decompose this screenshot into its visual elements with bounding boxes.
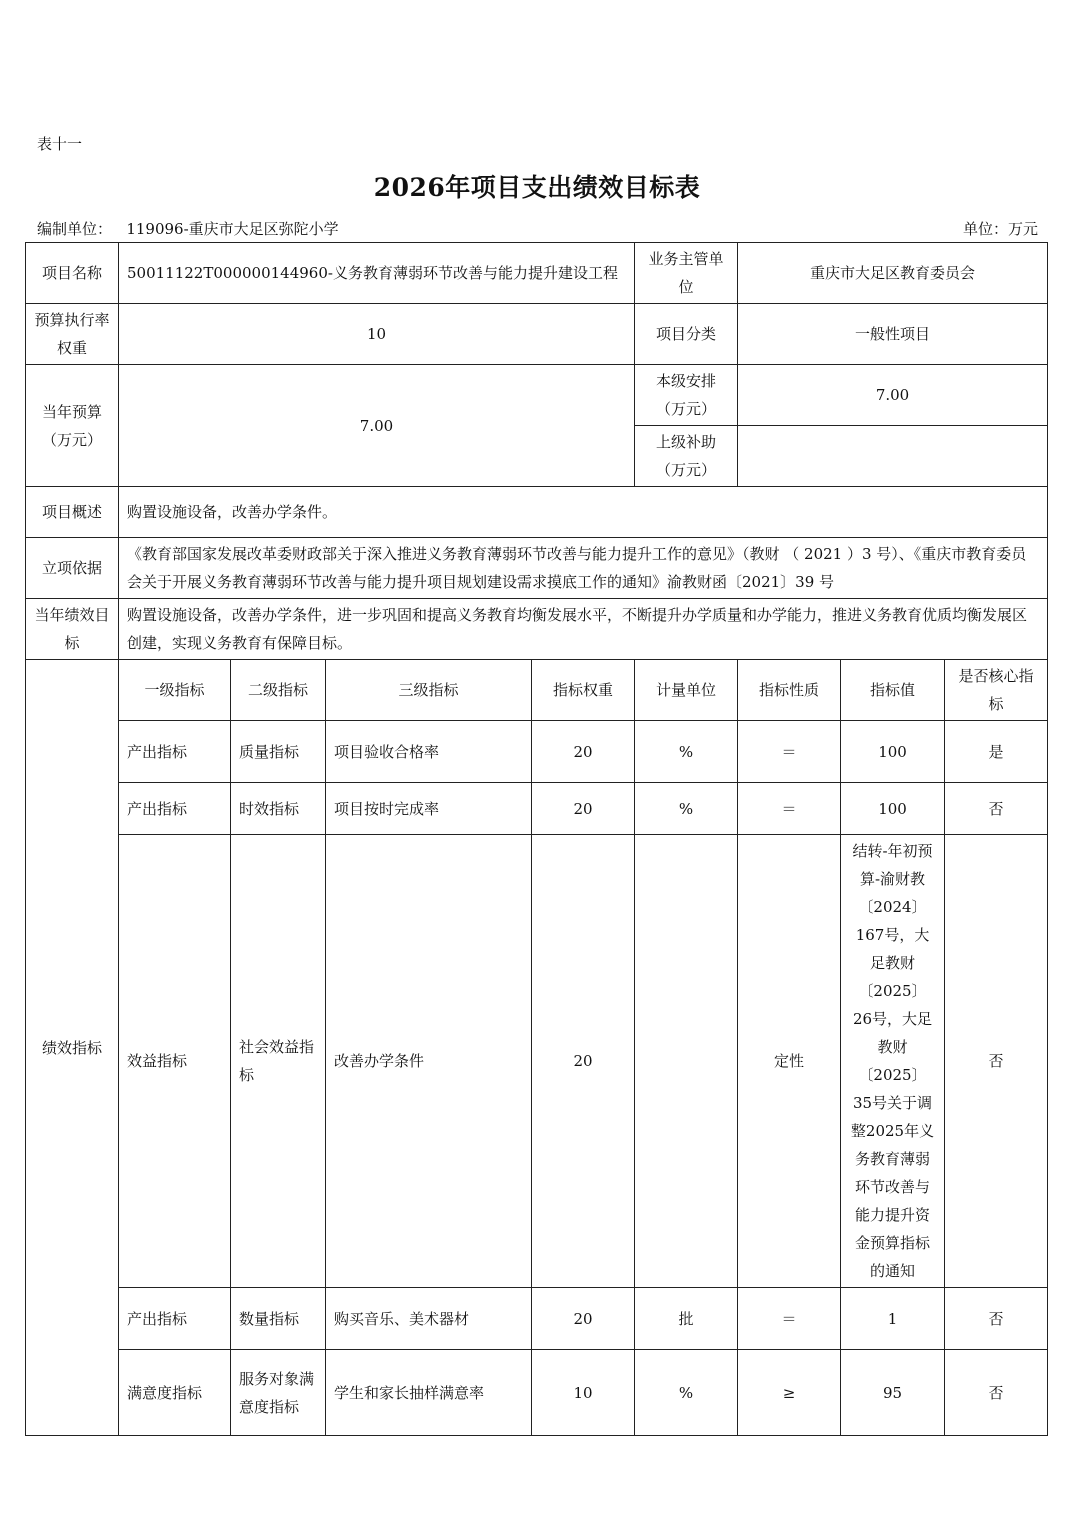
cell-level1: 效益指标 <box>119 835 231 1288</box>
cell-core: 否 <box>945 1350 1048 1436</box>
basis-row <box>26 538 1048 599</box>
local-label: 本级安排（万元） <box>635 365 738 426</box>
cell-level3: 项目验收合格率 <box>326 721 532 783</box>
upper-value <box>738 426 1048 487</box>
cell-weight: 20 <box>532 783 635 835</box>
cell-level3: 项目按时完成率 <box>326 783 532 835</box>
header-unit: 计量单位 <box>635 660 738 721</box>
overview-value: 购置设施设备，改善办学条件。 <box>119 487 1048 538</box>
basis-label: 立项依据 <box>26 538 119 599</box>
indicator-row <box>26 1350 1048 1436</box>
indicator-row <box>26 721 1048 783</box>
cell-weight: 20 <box>532 835 635 1288</box>
cell-nature: ＝ <box>738 783 841 835</box>
cell-weight: 20 <box>532 1288 635 1350</box>
cell-weight: 20 <box>532 721 635 783</box>
goal-row <box>26 599 1048 660</box>
header-weight: 指标权重 <box>532 660 635 721</box>
budget-value: 7.00 <box>119 365 635 487</box>
org-label: 编制单位： <box>37 220 113 238</box>
category-label: 项目分类 <box>635 304 738 365</box>
cell-level3: 购买音乐、美术器材 <box>326 1288 532 1350</box>
exec-weight-row <box>26 304 1048 365</box>
upper-label: 上级补助（万元） <box>635 426 738 487</box>
cell-unit: 批 <box>635 1288 738 1350</box>
goal-value: 购置设施设备，改善办学条件，进一步巩固和提高义务教育均衡发展水平，不断提升办学质量和办学能力，推进义务教育优质均衡发展区创建，实现义务教育有保障目标。 <box>119 599 1048 660</box>
cell-level2: 时效指标 <box>231 783 326 835</box>
goal-label: 当年绩效目标 <box>26 599 119 660</box>
local-value: 7.00 <box>738 365 1048 426</box>
cell-nature: ＝ <box>738 721 841 783</box>
cell-weight: 10 <box>532 1350 635 1436</box>
performance-table <box>25 242 1048 1436</box>
overview-label: 项目概述 <box>26 487 119 538</box>
header-level2: 二级指标 <box>231 660 326 721</box>
cell-unit: % <box>635 1350 738 1436</box>
project-name-row <box>26 243 1048 304</box>
unit-label: 单位：万元 <box>962 220 1038 238</box>
cell-level2: 质量指标 <box>231 721 326 783</box>
cell-level3: 改善办学条件 <box>326 835 532 1288</box>
indicator-row <box>26 835 1048 1288</box>
unit-line <box>37 218 1038 239</box>
overview-row <box>26 487 1048 538</box>
header-level3: 三级指标 <box>326 660 532 721</box>
header-nature: 指标性质 <box>738 660 841 721</box>
cell-nature: ≥ <box>738 1350 841 1436</box>
cell-unit <box>635 835 738 1288</box>
cell-nature: ＝ <box>738 1288 841 1350</box>
cell-core: 否 <box>945 783 1048 835</box>
cell-unit: % <box>635 721 738 783</box>
cell-core: 是 <box>945 721 1048 783</box>
cell-value: 结转-年初预算-渝财教〔2024〕167号，大足教财〔2025〕26号，大足教财〔2025〕35号关于调整2025年义务教育薄弱环节改善与能力提升资金预算指标的通知 <box>841 835 945 1288</box>
indicator-section-label: 绩效指标 <box>26 660 119 1436</box>
header-core: 是否核心指标 <box>945 660 1048 721</box>
cell-level2: 服务对象满意度指标 <box>231 1350 326 1436</box>
cell-level3: 学生和家长抽样满意率 <box>326 1350 532 1436</box>
project-name-label: 项目名称 <box>26 243 119 304</box>
indicator-header-row <box>26 660 1048 721</box>
budget-row <box>26 365 1048 426</box>
indicator-row <box>26 783 1048 835</box>
cell-value: 100 <box>841 721 945 783</box>
cell-nature: 定性 <box>738 835 841 1288</box>
cell-level1: 产出指标 <box>119 783 231 835</box>
org-value: 119096-重庆市大足区弥陀小学 <box>126 220 339 238</box>
cell-value: 100 <box>841 783 945 835</box>
cell-value: 95 <box>841 1350 945 1436</box>
cell-core: 否 <box>945 1288 1048 1350</box>
cell-unit: % <box>635 783 738 835</box>
header-value: 指标值 <box>841 660 945 721</box>
cell-level1: 满意度指标 <box>119 1350 231 1436</box>
indicator-row <box>26 1288 1048 1350</box>
cell-value: 1 <box>841 1288 945 1350</box>
cell-level1: 产出指标 <box>119 1288 231 1350</box>
cell-level2: 社会效益指标 <box>231 835 326 1288</box>
category-value: 一般性项目 <box>738 304 1048 365</box>
dept-value: 重庆市大足区教育委员会 <box>738 243 1048 304</box>
cell-level1: 产出指标 <box>119 721 231 783</box>
cell-core: 否 <box>945 835 1048 1288</box>
exec-weight-label: 预算执行率权重 <box>26 304 119 365</box>
project-name-value: 50011122T000000144960-义务教育薄弱环节改善与能力提升建设工程 <box>119 243 635 304</box>
dept-label: 业务主管单位 <box>635 243 738 304</box>
table-number: 表十一 <box>37 135 83 153</box>
basis-value: 《教育部国家发展改革委财政部关于深入推进义务教育薄弱环节改善与能力提升工作的意见》（教财 （ 2021 ）3 号）、《重庆市教育委员会关于开展义务教育薄弱环节改善与能力提升项目规划建设需求摸底工作的通知》渝教财函〔2021〕39 号 <box>119 538 1048 599</box>
budget-label: 当年预算（万元） <box>26 365 119 487</box>
cell-level2: 数量指标 <box>231 1288 326 1350</box>
header-level1: 一级指标 <box>119 660 231 721</box>
page-title: 2026年项目支出绩效目标表 <box>373 173 701 202</box>
exec-weight-value: 10 <box>119 304 635 365</box>
